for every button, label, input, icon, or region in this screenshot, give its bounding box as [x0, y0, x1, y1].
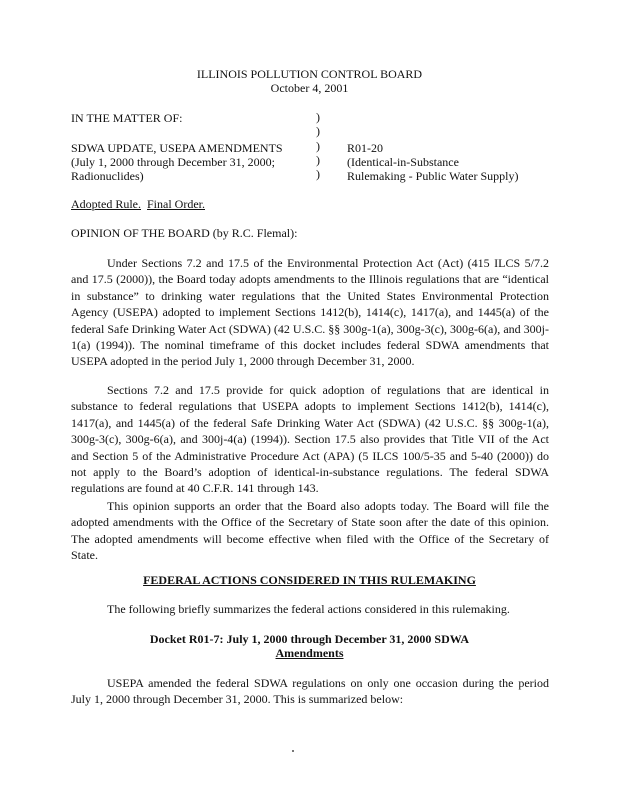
paragraph-text: This opinion supports an order that the Board also adopts today. The Board will file the adopted amendments with the Office of the Secretary of State soon after the date of this opinion. The adopted amendments will become effective when filed with the Office of the Secretary of State. — [71, 499, 549, 563]
opinion-date: October 4, 2001 — [270, 81, 349, 95]
caption-paren: ) — [316, 153, 320, 167]
body-paragraph-3 — [71, 498, 549, 564]
section-heading: FEDERAL ACTIONS CONSIDERED IN THIS RULEMAKING — [143, 573, 476, 587]
body-paragraph-2 — [71, 382, 549, 497]
page-mark — [292, 750, 294, 752]
caption-paren: ) — [316, 124, 320, 138]
caption-paren: ) — [316, 110, 320, 124]
body-paragraph-1 — [71, 255, 549, 370]
section-intro — [71, 601, 549, 617]
paragraph-text: Sections 7.2 and 17.5 provide for quick adoption of regulations that are identical in substance to federal regulations that USEPA adopts to implement Sections 1412(b), 1414(c), 1417(a), and 1445(a) of the federal Safe Drinking Water Act (SDWA) (42 U.S.C. §§ 300g-1(a), 300g-3(c), 300g-6(a), and 300j-4(a) (1994)). Section 17.5 also provides that Title VII of the Act and Section 5 of the Administrative Procedure Act (APA) (5 ILCS 100/5-35 and 5-40 (2000)) do not apply to the Board’s adoption of identical-in-substance regulations. The federal SDWA regulations are found at 40 C.F.R. 141 through 143. — [71, 383, 549, 496]
docket-number: R01-20 — [347, 141, 383, 155]
adopted-line — [71, 196, 205, 212]
paragraph-text: The following briefly summarizes the federal actions considered in this rulemaking. — [107, 602, 510, 616]
board-name: ILLINOIS POLLUTION CONTROL BOARD — [196, 67, 423, 81]
rulemaking-type-line2: Rulemaking - Public Water Supply) — [347, 169, 519, 183]
rulemaking-type-line1: (Identical-in-Substance — [347, 155, 459, 169]
matter-label: IN THE MATTER OF: — [71, 111, 183, 125]
paragraph-text: Under Sections 7.2 and 17.5 of the Environmental Protection Act (Act) (415 ILCS 5/7.2 and 17.5 (2000)), the Board today adopts amendments to the Illinois regulations that are “identical in substance” to drinking water regulations that the United States Environmental Protection Agency (USEPA) adopted to implement Sections 1412(b), 1414(c), 1417(a), and 1445(a) of the federal Safe Drinking Water Act (SDWA) (42 U.S.C. §§ 300g-1(a), 300g-3(c), 300g-6(a), and 300j-1(a) (1994)). The nominal timeframe of this docket includes federal SDWA amendments that USEPA adopted in the period July 1, 2000 through December 31, 2000. — [71, 256, 549, 369]
opinion-heading: OPINION OF THE BOARD (by R.C. Flemal): — [71, 226, 298, 240]
adopted-rule-label: Adopted Rule. — [71, 197, 141, 211]
docket-heading-line1: Docket R01-7: July 1, 2000 through December 31, 2000 SDWA — [149, 632, 470, 646]
caption-title-line3: Radionuclides) — [71, 169, 144, 183]
caption-title-line1: SDWA UPDATE, USEPA AMENDMENTS — [71, 141, 283, 155]
caption-paren: ) — [316, 139, 320, 153]
final-paragraph — [71, 675, 549, 708]
caption-title-line2: (July 1, 2000 through December 31, 2000; — [71, 155, 275, 169]
final-order-label: Final Order. — [147, 197, 205, 211]
paragraph-text: USEPA amended the federal SDWA regulations on only one occasion during the period July 1, 2000 through December 31, 2000. This is summarized below: — [71, 676, 549, 707]
docket-heading-line2: Amendments — [275, 646, 344, 660]
caption-paren: ) — [316, 167, 320, 181]
